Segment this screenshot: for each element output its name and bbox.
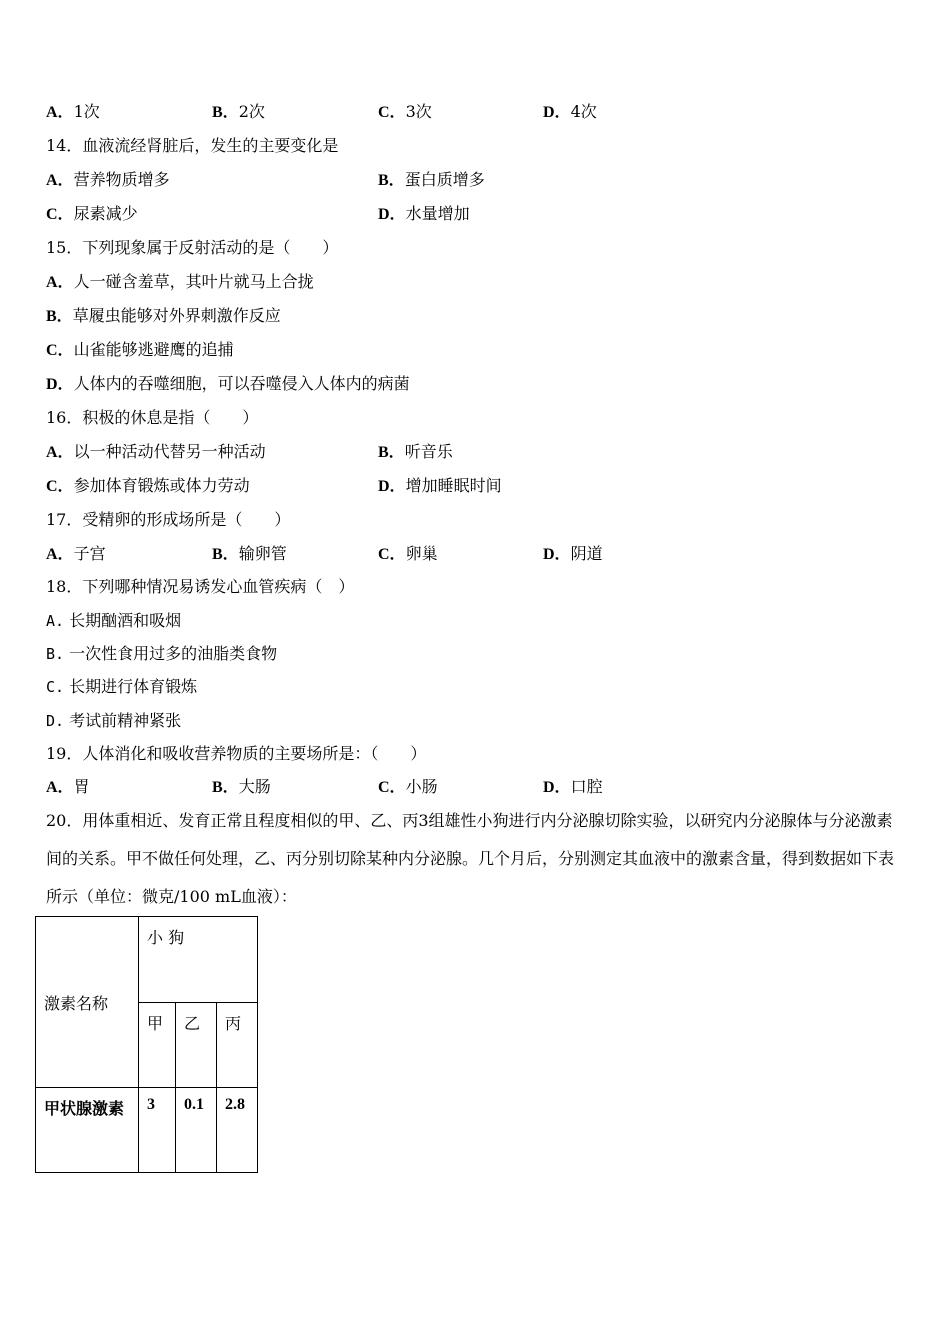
q14-option-d: D．水量增加 [378,204,470,223]
q19-stem: 19．人体消化和吸收营养物质的主要场所是：（ ） [46,744,427,763]
table-col-header: 甲 [139,1002,176,1088]
q13-option-c: C．3次 [378,102,432,121]
q15-stem: 15．下列现象属于反射活动的是（ ） [46,238,339,257]
q16-option-b: B．听音乐 [378,442,453,461]
table-col-header: 丙 [217,1002,258,1088]
table-col-header: 乙 [176,1002,217,1088]
q14-option-c: C．尿素减少 [46,204,138,223]
table-cell-name: 甲状腺激素 [36,1088,139,1173]
q18-option-a: A. 长期酗酒和吸烟 [46,611,182,630]
q15-option-c: C．山雀能够逃避鹰的追捕 [46,340,234,359]
table-group-header: 小 狗 [139,917,258,1003]
q16-option-d: D．增加睡眠时间 [378,476,502,495]
q18-stem: 18．下列哪种情况易诱发心血管疾病（ ） [46,577,355,596]
q14-option-b: B．蛋白质增多 [378,170,485,189]
q13-option-a: A．1次 [46,102,100,121]
table-cell-value: 0.1 [176,1088,217,1173]
q15-option-d: D．人体内的吞噬细胞，可以吞噬侵入人体内的病菌 [46,374,410,393]
q19-option-a: A．胃 [46,777,90,796]
q17-option-c: C．卵巢 [378,544,438,563]
q19-option-c: C．小肠 [378,777,438,796]
q17-option-a: A．子宫 [46,544,106,563]
q15-option-b: B．草履虫能够对外界刺激作反应 [46,306,281,325]
hormone-table [35,916,258,1173]
q14-stem: 14．血液流经肾脏后，发生的主要变化是 [46,136,339,155]
q18-option-b: B. 一次性食用过多的油脂类食物 [46,644,278,663]
table-cell-value: 2.8 [217,1088,258,1173]
q15-option-a: A．人一碰含羞草，其叶片就马上合拢 [46,272,314,291]
q17-option-b: B．输卵管 [212,544,287,563]
table-row [36,1088,258,1173]
q16-option-c: C．参加体育锻炼或体力劳动 [46,476,250,495]
q19-option-b: B．大肠 [212,777,271,796]
q16-stem: 16．积极的休息是指（ ） [46,408,259,427]
q14-option-a: A．营养物质增多 [46,170,170,189]
q16-option-a: A．以一种活动代替另一种活动 [46,442,266,461]
q17-option-d: D．阴道 [543,544,603,563]
q18-option-d: D. 考试前精神紧张 [46,711,182,730]
q19-option-d: D．口腔 [543,777,603,796]
table-row-header: 激素名称 [36,917,139,1088]
q20-stem: 20．用体重相近、发育正常且程度相似的甲、乙、丙3组雄性小狗进行内分泌腺切除实验，以研究内分泌腺体与分泌激素间的关系。甲不做任何处理，乙、丙分别切除某种内分泌腺。几个月后，分别测定其血液中的激素含量，得到数据如下表所示（单位：微克/100 mL血液）： [46,811,895,906]
q13-option-b: B．2次 [212,102,265,121]
q18-option-c: C. 长期进行体育锻炼 [46,677,198,696]
table-cell-value: 3 [139,1088,176,1173]
q13-option-d: D．4次 [543,102,597,121]
q17-stem: 17．受精卵的形成场所是（ ） [46,510,291,529]
